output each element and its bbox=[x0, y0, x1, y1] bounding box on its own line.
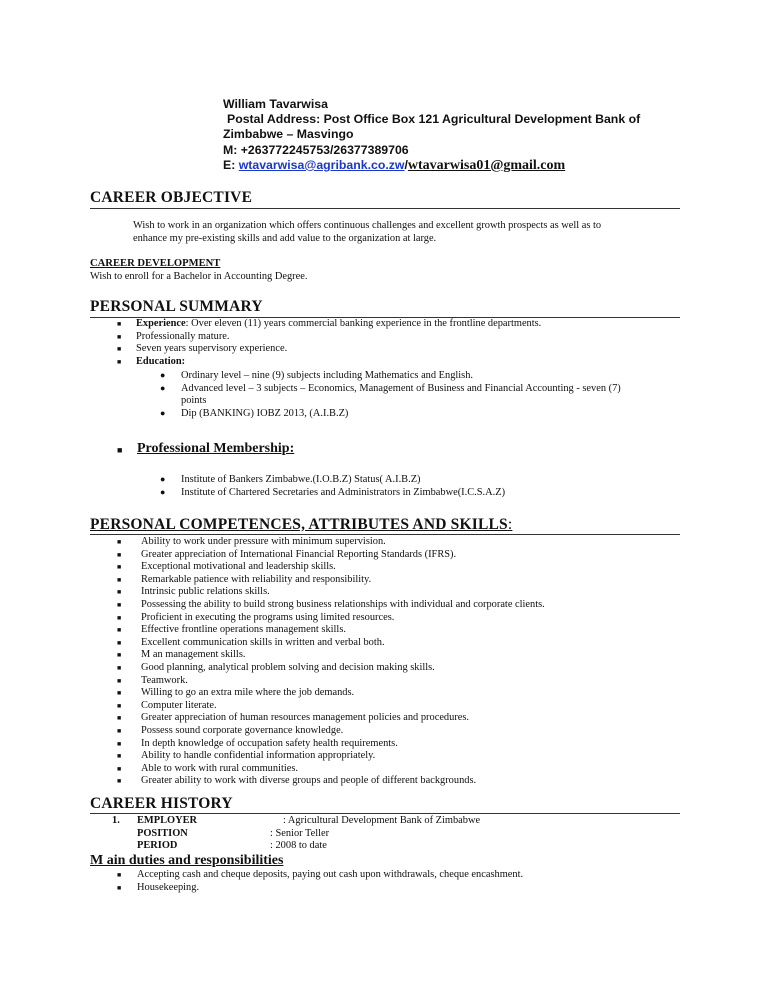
list-item bbox=[117, 318, 541, 331]
list-item bbox=[117, 586, 545, 599]
list-item-text: Teamwork. bbox=[141, 674, 188, 686]
list-item-text: Possessing the ability to build strong business relationships with individual and corporate clients. bbox=[141, 598, 545, 610]
postal-address-line1: Postal Address: Post Office Box 121 Agricultural Development Bank of bbox=[227, 112, 641, 127]
list-item bbox=[117, 700, 545, 713]
list-item bbox=[117, 675, 545, 688]
duties-list bbox=[117, 869, 523, 894]
summary-item-text: Professionally mature. bbox=[136, 330, 230, 342]
round-bullet-icon: ● bbox=[160, 370, 166, 380]
list-item bbox=[160, 383, 621, 396]
contact-header bbox=[223, 97, 743, 173]
list-item-text: Able to work with rural communities. bbox=[141, 762, 298, 774]
list-item bbox=[117, 882, 523, 895]
list-item bbox=[117, 725, 545, 738]
list-item-text: Greater appreciation of human resources management policies and procedures. bbox=[141, 712, 470, 724]
square-bullet-icon: ■ bbox=[117, 689, 122, 698]
section-divider bbox=[90, 813, 680, 814]
education-item-text: Ordinary level – nine (9) subjects including Mathematics and English. bbox=[181, 370, 474, 381]
list-item bbox=[117, 712, 545, 725]
membership-item-text: Institute of Bankers Zimbabwe.(I.O.B.Z) Status( A.I.B.Z) bbox=[181, 474, 421, 485]
square-bullet-icon: ■ bbox=[117, 663, 122, 672]
career-objective-heading: CAREER OBJECTIVE bbox=[90, 189, 253, 206]
square-bullet-icon: ■ bbox=[117, 445, 123, 455]
membership-list bbox=[160, 474, 505, 499]
list-item-text: Computer literate. bbox=[141, 699, 217, 711]
entry-number: 1. bbox=[112, 815, 120, 826]
summary-item-text: Seven years supervisory experience. bbox=[136, 343, 288, 355]
square-bullet-icon: ■ bbox=[117, 550, 122, 559]
list-item-text: Ability to handle confidential information appropriately. bbox=[141, 750, 376, 762]
square-bullet-icon: ■ bbox=[117, 871, 122, 879]
career-objective-line: enhance my pre-existing skills and add value to the organization at large. bbox=[133, 232, 437, 244]
list-item-text: Intrinsic public relations skills. bbox=[141, 586, 270, 598]
list-item bbox=[117, 624, 545, 637]
education-item-text: Advanced level – 3 subjects – Economics, Management of Business and Financial Accounting - seven (7) bbox=[181, 382, 621, 394]
list-item-text: Accepting cash and cheque deposits, paying out cash upon withdrawals, cheque encashment. bbox=[137, 869, 524, 880]
work-email-link[interactable]: wtavarwisa@agribank.co.zw bbox=[238, 157, 405, 172]
competences-list bbox=[117, 536, 545, 788]
list-item-text: In depth knowledge of occupation safety health requirements. bbox=[141, 737, 398, 749]
square-bullet-icon: ■ bbox=[117, 345, 122, 354]
email-prefix: E: bbox=[223, 157, 239, 172]
list-item-text: Housekeeping. bbox=[137, 881, 200, 893]
personal-summary-heading: PERSONAL SUMMARY bbox=[90, 298, 263, 315]
square-bullet-icon: ■ bbox=[117, 575, 122, 584]
candidate-name: William Tavarwisa bbox=[223, 97, 328, 111]
list-item bbox=[117, 869, 523, 882]
list-item bbox=[117, 662, 545, 675]
list-item bbox=[117, 574, 545, 587]
list-item-text: Proficient in executing the programs using limited resources. bbox=[141, 611, 395, 623]
list-item bbox=[117, 536, 545, 549]
membership-heading: Professional Membership: bbox=[137, 441, 295, 456]
list-item-text: Excellent communication skills in written and verbal both. bbox=[141, 636, 385, 648]
competences-heading-text: PERSONAL COMPETENCES, ATTRIBUTES AND SKILLS bbox=[90, 516, 508, 533]
list-item bbox=[117, 775, 545, 788]
position-label: POSITION bbox=[137, 827, 188, 839]
list-item bbox=[117, 750, 545, 763]
list-item bbox=[160, 474, 505, 487]
experience-label: Experience bbox=[136, 318, 186, 329]
education-item-text: points bbox=[181, 395, 207, 407]
list-item bbox=[160, 408, 621, 421]
square-bullet-icon: ■ bbox=[117, 752, 122, 761]
period-value: : 2008 to date bbox=[270, 840, 327, 852]
list-item-text: Ability to work under pressure with minimum supervision. bbox=[141, 536, 386, 547]
square-bullet-icon: ■ bbox=[117, 538, 122, 546]
square-bullet-icon: ■ bbox=[117, 600, 122, 609]
round-bullet-icon: ● bbox=[160, 382, 166, 393]
list-item bbox=[117, 687, 545, 700]
education-item-text: Dip (BANKING) IOBZ 2013, (A.I.B.Z) bbox=[181, 407, 349, 419]
square-bullet-icon: ■ bbox=[117, 764, 122, 773]
list-item-text: Greater appreciation of International Financial Reporting Standards (IFRS). bbox=[141, 548, 457, 560]
postal-address-line2: Zimbabwe – Masvingo bbox=[223, 127, 354, 142]
list-item bbox=[117, 738, 545, 751]
position-value: : Senior Teller bbox=[270, 827, 330, 839]
career-objective-text bbox=[133, 220, 693, 245]
email-line bbox=[223, 158, 743, 173]
square-bullet-icon: ■ bbox=[117, 563, 122, 572]
list-item bbox=[117, 637, 545, 650]
list-item bbox=[117, 649, 545, 662]
period-label: PERIOD bbox=[137, 840, 178, 852]
square-bullet-icon: ■ bbox=[117, 777, 122, 786]
list-item-text: Remarkable patience with reliability and responsibility. bbox=[141, 573, 372, 585]
list-item bbox=[117, 612, 545, 625]
square-bullet-icon: ■ bbox=[117, 883, 122, 892]
career-objective-line: Wish to work in an organization which offers continuous challenges and excellent growth prospects as well as to bbox=[133, 220, 602, 231]
square-bullet-icon: ■ bbox=[117, 701, 122, 710]
list-item bbox=[117, 599, 545, 612]
list-item bbox=[117, 549, 545, 562]
list-item bbox=[160, 487, 505, 500]
list-item bbox=[117, 561, 545, 574]
list-item-text: M an management skills. bbox=[141, 649, 246, 661]
employer-value: : Agricultural Development Bank of Zimbabwe bbox=[283, 815, 481, 826]
section-divider bbox=[90, 534, 680, 535]
square-bullet-icon: ■ bbox=[117, 357, 122, 366]
square-bullet-icon: ■ bbox=[117, 714, 122, 723]
square-bullet-icon: ■ bbox=[117, 332, 122, 341]
square-bullet-icon: ■ bbox=[117, 613, 122, 622]
square-bullet-icon: ■ bbox=[117, 651, 122, 660]
competences-heading bbox=[90, 516, 512, 534]
email-separator: / bbox=[404, 157, 408, 172]
list-item bbox=[117, 343, 541, 356]
list-item-text: Exceptional motivational and leadership skills. bbox=[141, 561, 336, 573]
list-item-text: Effective frontline operations management skills. bbox=[141, 624, 346, 636]
square-bullet-icon: ■ bbox=[117, 676, 122, 685]
career-development-heading: CAREER DEVELOPMENT bbox=[90, 258, 221, 269]
employer-label: EMPLOYER bbox=[137, 815, 198, 826]
list-item bbox=[117, 763, 545, 776]
education-label: Education: bbox=[136, 355, 186, 367]
phone-numbers: M: +263772245753/26377389706 bbox=[223, 142, 409, 157]
list-item-text: Good planning, analytical problem solving and decision making skills. bbox=[141, 661, 435, 673]
square-bullet-icon: ■ bbox=[117, 320, 122, 328]
round-bullet-icon: ● bbox=[160, 407, 166, 418]
experience-text: : Over eleven (11) years commercial banking experience in the frontline departments. bbox=[185, 318, 542, 329]
list-item-continuation bbox=[160, 395, 621, 408]
list-item-text: Possess sound corporate governance knowledge. bbox=[141, 724, 344, 736]
list-item-text: Greater ability to work with diverse groups and people of different backgrounds. bbox=[141, 775, 477, 787]
education-list bbox=[160, 370, 621, 420]
round-bullet-icon: ● bbox=[160, 474, 166, 484]
personal-email-link[interactable]: wtavarwisa01@gmail.com bbox=[407, 157, 566, 173]
list-item bbox=[160, 370, 621, 383]
summary-list bbox=[117, 318, 541, 368]
main-duties-heading: M ain duties and responsibilities bbox=[90, 853, 284, 868]
square-bullet-icon: ■ bbox=[117, 626, 122, 635]
career-development-text: Wish to enroll for a Bachelor in Accounting Degree. bbox=[90, 271, 308, 282]
membership-item-text: Institute of Chartered Secretaries and Administrators in Zimbabwe(I.C.S.A.Z) bbox=[181, 486, 506, 498]
round-bullet-icon: ● bbox=[160, 486, 166, 497]
career-history-heading: CAREER HISTORY bbox=[90, 795, 233, 812]
square-bullet-icon: ■ bbox=[117, 638, 122, 647]
list-item bbox=[117, 331, 541, 344]
square-bullet-icon: ■ bbox=[117, 588, 122, 597]
competences-heading-colon: : bbox=[507, 516, 513, 533]
list-item bbox=[117, 356, 541, 369]
section-divider bbox=[90, 208, 680, 209]
square-bullet-icon: ■ bbox=[117, 739, 122, 748]
square-bullet-icon: ■ bbox=[117, 726, 122, 735]
list-item-text: Willing to go an extra mile where the job demands. bbox=[141, 687, 355, 699]
